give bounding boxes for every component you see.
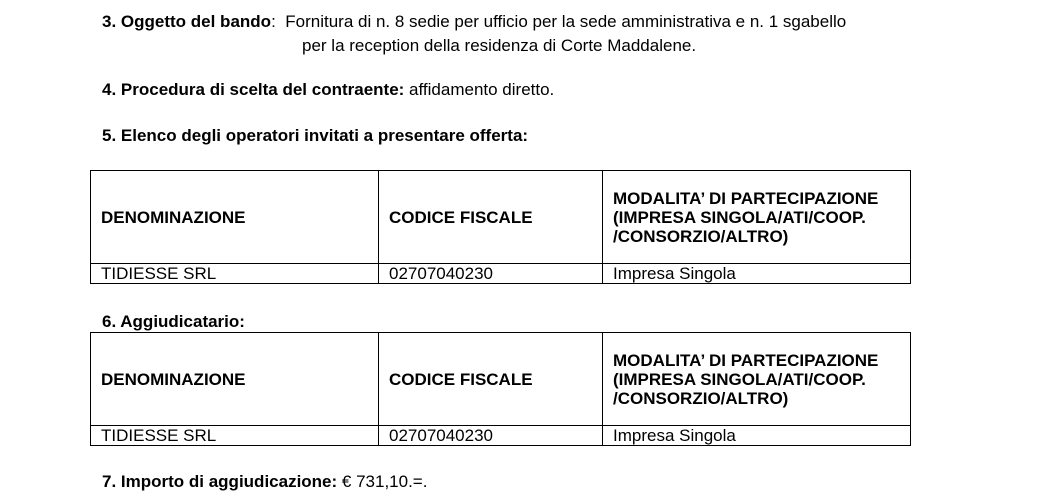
- cell-codice-fiscale: 02707040230: [379, 426, 603, 446]
- cell-denominazione: TIDIESSE SRL: [91, 426, 379, 446]
- header-codice-fiscale: CODICE FISCALE: [379, 333, 603, 426]
- section-7: [102, 472, 427, 492]
- section-3-line-2: per la reception della residenza di Corte Maddalene.: [302, 36, 697, 55]
- section-3-text: Fornitura di n. 8 sedie per ufficio per la sede amministrativa e n. 1 sgabello: [275, 12, 847, 31]
- section-7-label: 7. Importo di aggiudicazione:: [102, 472, 338, 491]
- header-denominazione: DENOMINAZIONE: [91, 171, 379, 264]
- header-modalita: MODALITA’ DI PARTECIPAZIONE (IMPRESA SINGOLA/ATI/COOP. /CONSORZIO/ALTRO): [603, 171, 911, 264]
- section-5-label: 5. Elenco degli operatori invitati a presentare offerta:: [102, 126, 529, 145]
- header-modalita: MODALITA’ DI PARTECIPAZIONE (IMPRESA SINGOLA/ATI/COOP. /CONSORZIO/ALTRO): [603, 333, 911, 426]
- cell-denominazione: TIDIESSE SRL: [91, 264, 379, 284]
- awardee-table: [90, 332, 911, 446]
- table-header-row: [91, 333, 911, 426]
- cell-modalita: Impresa Singola: [603, 264, 911, 284]
- section-3-colon: :: [271, 12, 276, 31]
- section-7-value: € 731,10.=.: [337, 472, 428, 491]
- cell-codice-fiscale: 02707040230: [379, 264, 603, 284]
- section-3-label: 3. Oggetto del bando: [102, 12, 272, 31]
- header-codice-fiscale: CODICE FISCALE: [379, 171, 603, 264]
- section-3-line-1: [102, 12, 846, 32]
- table-header-row: [91, 171, 911, 264]
- section-6-label: 6. Aggiudicatario:: [102, 312, 245, 331]
- header-denominazione: DENOMINAZIONE: [91, 333, 379, 426]
- section-4-value: affidamento diretto.: [404, 80, 555, 99]
- section-4-label: 4. Procedura di scelta del contraente:: [102, 80, 405, 99]
- invited-operators-table: [90, 170, 911, 284]
- section-4: [102, 80, 554, 100]
- table-row: [91, 264, 911, 284]
- table-row: [91, 426, 911, 446]
- cell-modalita: Impresa Singola: [603, 426, 911, 446]
